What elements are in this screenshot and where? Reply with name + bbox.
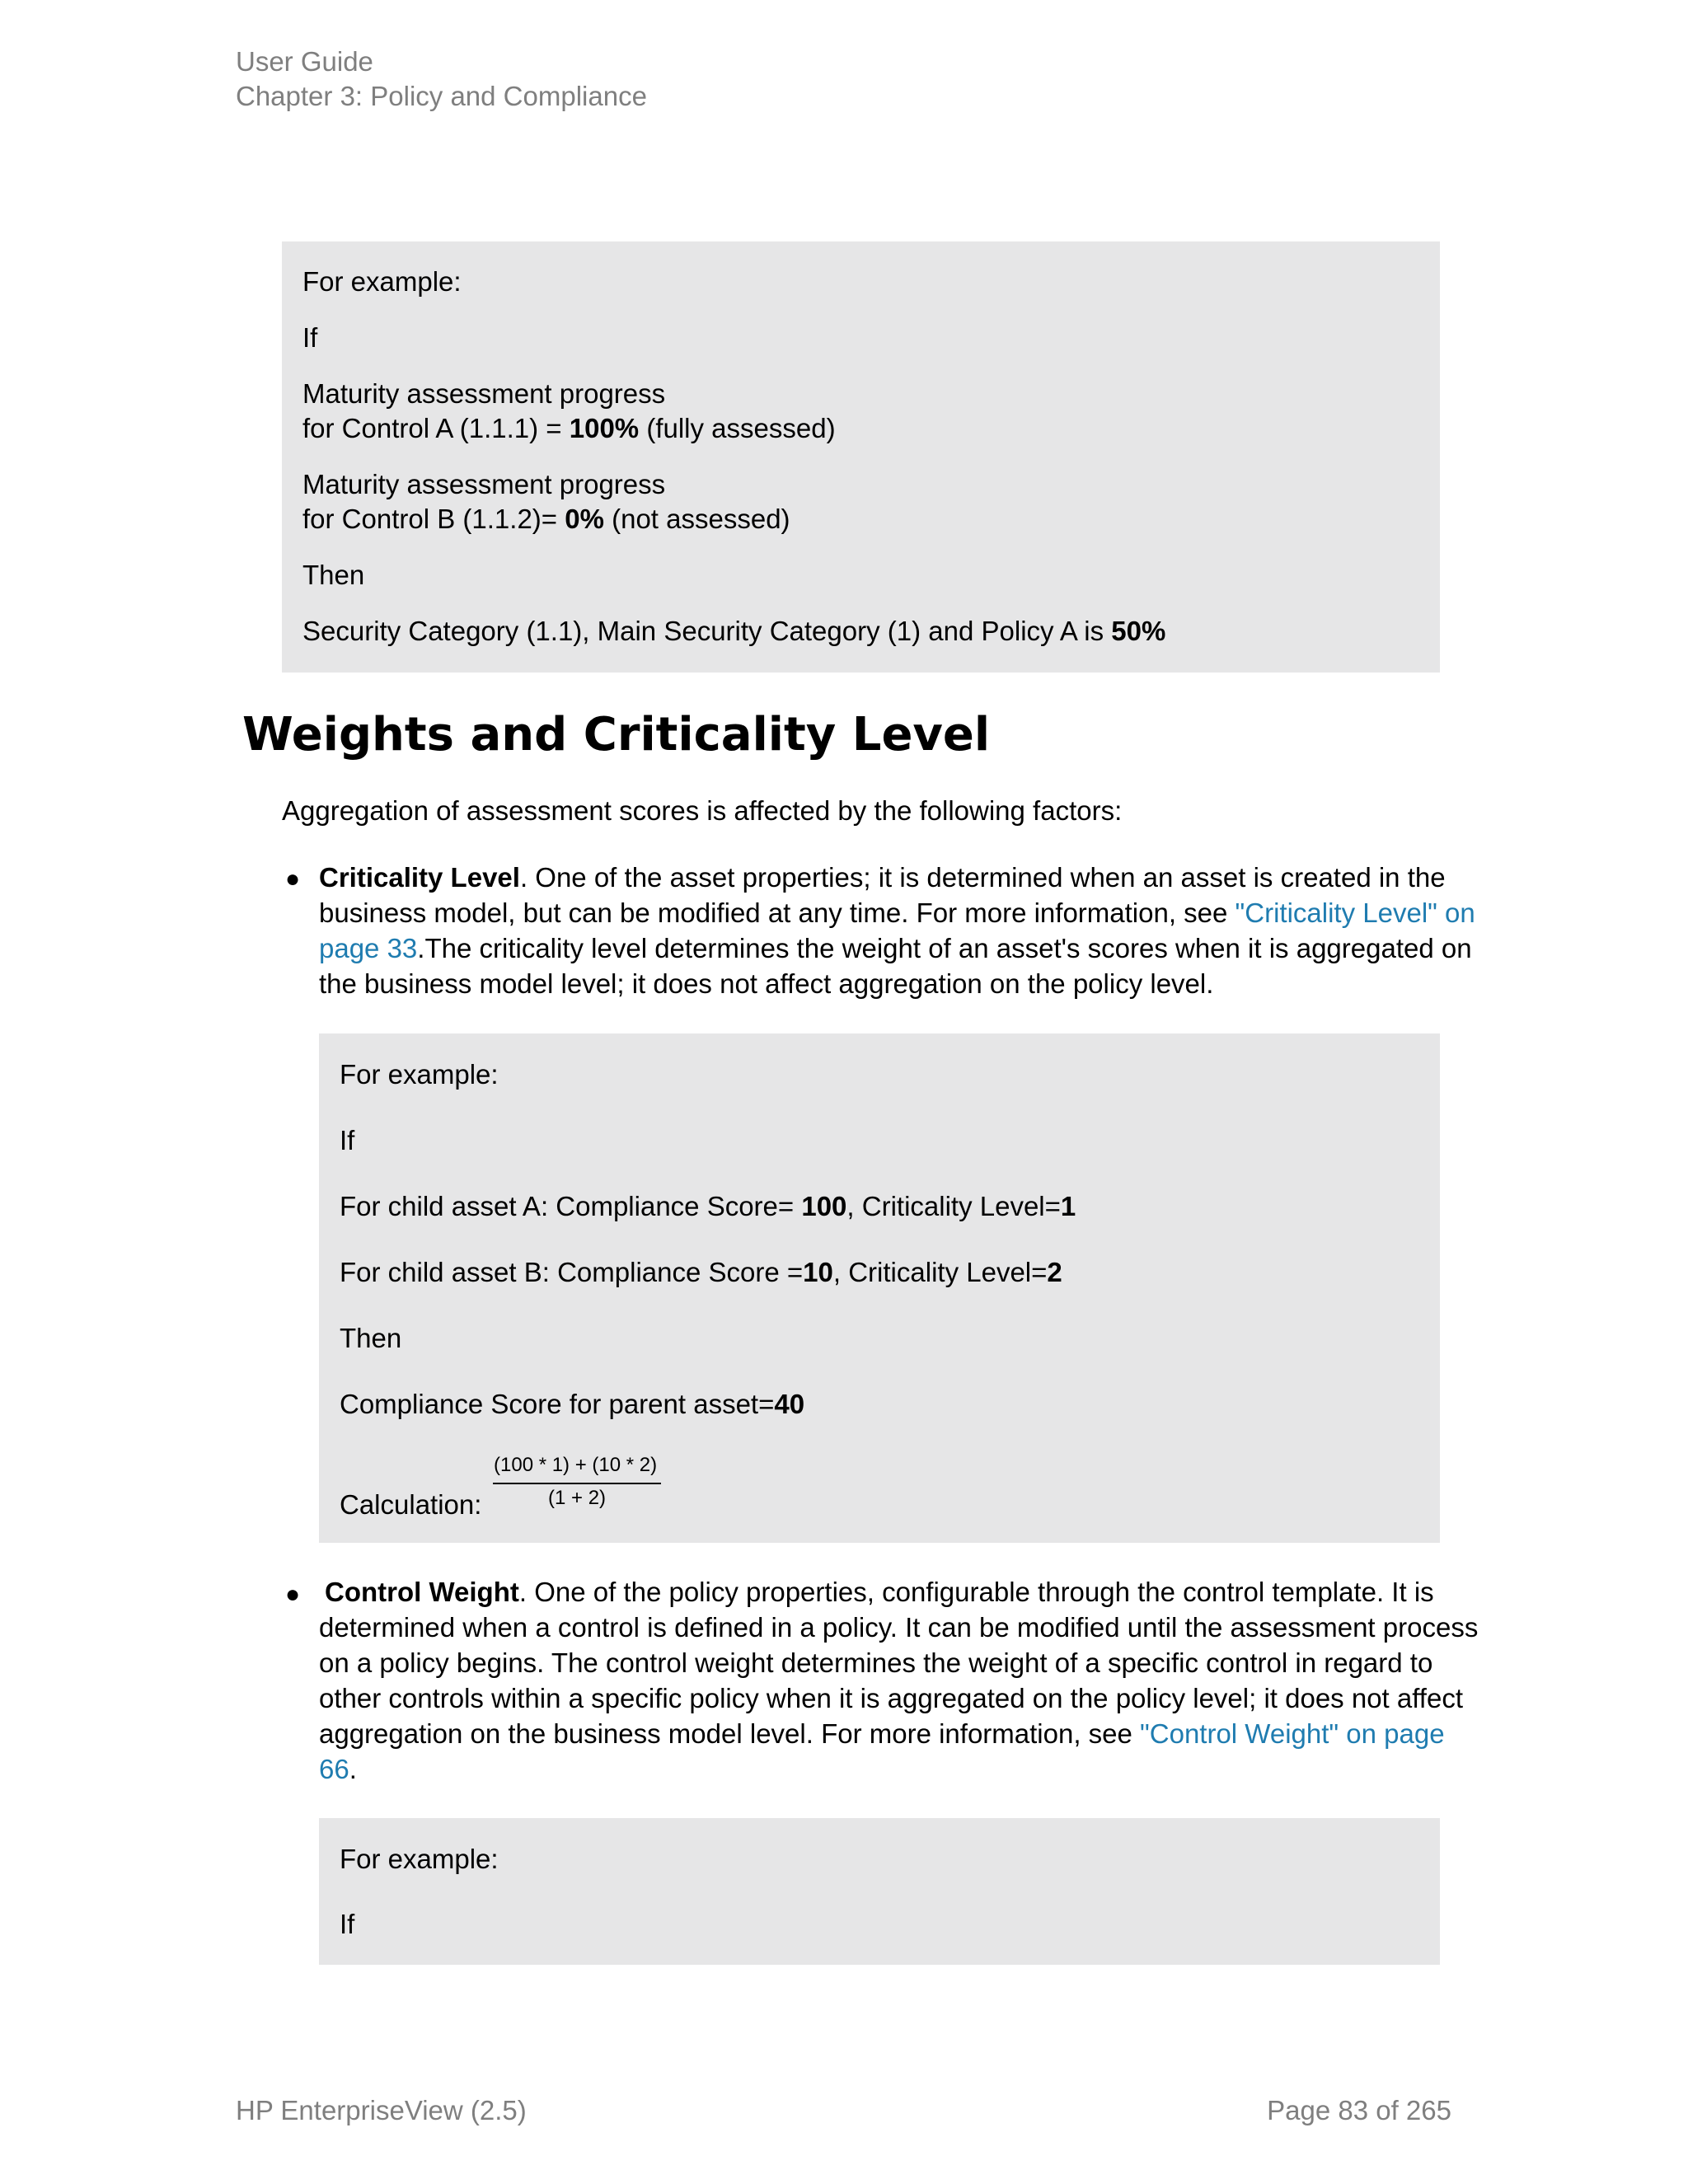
calculation-label: Calculation: — [340, 1489, 482, 1520]
control-weight-page-link[interactable]: 66 — [319, 1754, 349, 1784]
example1-control-a-line2: for Control A (1.1.1) = 100% (fully assessed) — [302, 413, 836, 443]
example-box-maturity — [282, 241, 1440, 673]
bullet-dot: ● — [285, 865, 301, 893]
example2-asset-a: For child asset A: Compliance Score= 100, Criticality Level=1 — [340, 1191, 1076, 1221]
section-heading: Weights and Criticality Level — [242, 708, 991, 762]
header-chapter-title: Chapter 3: Policy and Compliance — [236, 81, 647, 111]
bullet2-line4: other controls within a specific policy when it is aggregated on the policy level; it does not affect — [319, 1683, 1463, 1713]
example1-control-b-line1: Maturity assessment progress — [302, 469, 666, 499]
example2-label: For example: — [340, 1059, 499, 1090]
example-box-control-weight — [319, 1818, 1440, 1965]
bullet2-line6: 66. — [319, 1754, 357, 1784]
example1-control-a-line1: Maturity assessment progress — [302, 378, 666, 409]
criticality-level-page-link[interactable]: page 33 — [319, 933, 418, 963]
example2-if: If — [340, 1125, 355, 1155]
bullet2-line2: determined when a control is defined in a policy. It can be modified until the assessment process — [319, 1612, 1479, 1643]
example3-if: If — [340, 1909, 355, 1939]
criticality-level-link[interactable]: "Criticality Level" on — [1235, 898, 1475, 928]
example1-control-b-line2: for Control B (1.1.2)= 0% (not assessed) — [302, 504, 790, 534]
section-intro: Aggregation of assessment scores is affected by the following factors: — [282, 795, 1123, 826]
bullet2-line3: on a policy begins. The control weight determines the weight of a specific control in regard to — [319, 1647, 1433, 1678]
fraction-bar — [493, 1483, 661, 1484]
bullet1-line4: the business model level; it does not affect aggregation on the policy level. — [319, 968, 1214, 999]
bullet1-line2: business model, but can be modified at any time. For more information, see "Criticality Level" on — [319, 898, 1475, 928]
footer-product: HP EnterpriseView (2.5) — [236, 2095, 527, 2125]
example3-label: For example: — [340, 1844, 499, 1874]
example1-label: For example: — [302, 266, 462, 297]
bullet2-line5: aggregation on the business model level. For more information, see "Control Weight" on page — [319, 1718, 1445, 1749]
example2-then: Then — [340, 1323, 402, 1353]
bullet2-line1: Control Weight. One of the policy properties, configurable through the control template. It is — [325, 1577, 1434, 1607]
calculation-denominator: (1 + 2) — [548, 1487, 607, 1509]
example1-result: Security Category (1.1), Main Security Category (1) and Policy A is 50% — [302, 616, 1166, 646]
header-guide-title: User Guide — [236, 46, 373, 77]
example1-then: Then — [302, 560, 365, 590]
bullet1-line1: Criticality Level. One of the asset properties; it is determined when an asset is created in the — [319, 862, 1446, 893]
control-weight-link[interactable]: "Control Weight" on page — [1140, 1718, 1445, 1749]
bullet1-line3: page 33.The criticality level determines the weight of an asset's scores when it is aggregated on — [319, 933, 1472, 963]
bullet-dot: ● — [285, 1581, 301, 1608]
calculation-numerator: (100 * 1) + (10 * 2) — [494, 1454, 658, 1476]
example1-if: If — [302, 322, 318, 353]
footer-page-number: Page 83 of 265 — [1267, 2095, 1451, 2125]
example2-result: Compliance Score for parent asset=40 — [340, 1389, 805, 1419]
example2-asset-b: For child asset B: Compliance Score =10, Criticality Level=2 — [340, 1257, 1062, 1287]
